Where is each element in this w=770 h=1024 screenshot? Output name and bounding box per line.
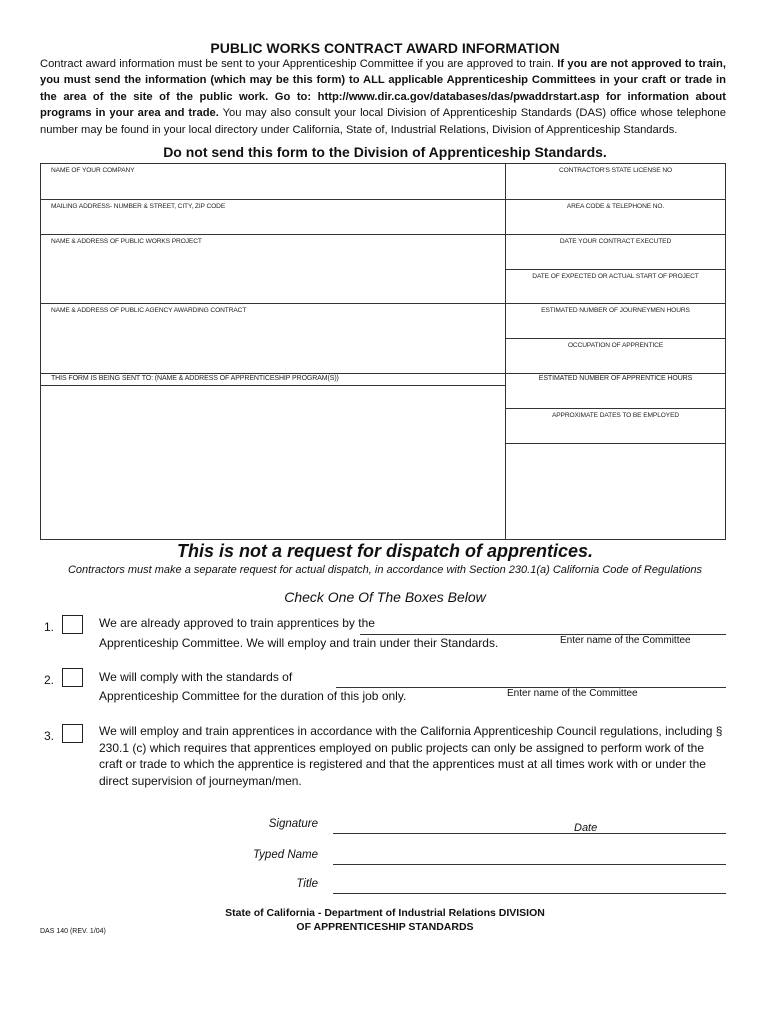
occupation-field[interactable] — [506, 339, 725, 374]
option-1-checkbox[interactable] — [62, 615, 83, 634]
page-title: PUBLIC WORKS CONTRACT AWARD INFORMATION — [210, 40, 560, 56]
sent-to-field[interactable] — [41, 386, 506, 540]
date-start-field[interactable] — [506, 270, 725, 304]
mailing-address-label: MAILING ADDRESS- NUMBER & STREET, CITY, ZIP CODE — [51, 203, 226, 210]
option-2-number: 2. — [44, 673, 55, 687]
footer-agency-line2: OF APPRENTICESHIP STANDARDS — [296, 921, 474, 933]
agency-label: NAME & ADDRESS OF PUBLIC AGENCY AWARDING CONTRACT — [51, 307, 247, 314]
occupation-label: OCCUPATION OF APPRENTICE — [567, 342, 664, 349]
typed-name-label: Typed Name — [253, 849, 318, 861]
date-start-label: DATE OF EXPECTED OR ACTUAL START OF PROJECT — [532, 273, 699, 280]
option-2-line2: Apprenticeship Committee for the duration of this job only. — [99, 689, 407, 703]
company-name-field[interactable] — [41, 164, 506, 200]
company-name-label: NAME OF YOUR COMPANY — [51, 167, 135, 174]
date-executed-field[interactable] — [506, 235, 725, 270]
options-heading: Check One Of The Boxes Below — [284, 589, 486, 605]
license-no-field[interactable] — [506, 164, 725, 200]
footer-agency-line1: State of California - Department of Industrial Relations DIVISION — [225, 907, 545, 919]
option-3-checkbox[interactable] — [62, 724, 83, 743]
dates-employed-label: APPROXIMATE DATES TO BE EMPLOYED — [551, 412, 680, 419]
option-2-line1: We will comply with the standards of — [99, 670, 293, 684]
option-3-text: We will employ and train apprentices in accordance with the California Apprenticeship Council regulations, including § 230.1 (c) which requires that apprentices employed on public projects can only be assigned to perform work of the craft or trade to which the apprentice is registered and that the apprentices must at all times work with or under the direct supervision of journeyman/men. — [99, 724, 723, 788]
form-number: DAS 140 (REV. 1/04) — [40, 928, 106, 935]
signature-label: Signature — [268, 818, 318, 830]
apprentice-hours-field[interactable] — [506, 374, 725, 409]
option-1-line2: Apprenticeship Committee. We will employ and train under their Standards. — [99, 636, 499, 650]
journeymen-hours-label: ESTIMATED NUMBER OF JOURNEYMEN HOURS — [541, 307, 690, 314]
intro-text-1: Contract award information must be sent to your Apprenticeship Committee if you are approved to train. — [40, 58, 558, 70]
option-2-hint: Enter name of the Committee — [507, 688, 638, 699]
footer-agency — [0, 906, 770, 934]
mailing-address-field[interactable] — [41, 200, 506, 235]
title-line[interactable] — [333, 893, 726, 894]
option-1-line1: We are already approved to train apprentices by the — [99, 616, 375, 630]
notice-subtext: Contractors must make a separate request for actual dispatch, in accordance with Section 230.1(a) California Code of Regulations — [67, 564, 703, 576]
intro-paragraph — [40, 56, 726, 138]
intro-text-2: You may also consult your local Division of Apprenticeship Standards (DAS) office whose telephone number may be found in your local directory under California, State of, Industrial Relations, Division of Apprenticeship Standards. — [40, 107, 726, 136]
intro-bold-text: If you are not approved to train, you must send the information (which may be this form) to ALL applicable Apprenticeship Committees in your craft or trade in the area of the site of the public work. Go to: http://www.dir.ca.gov/databases/das/pwaddrstart.asp for information about programs in your area and trade. — [40, 58, 726, 120]
sent-to-label: THIS FORM IS BEING SENT TO: (NAME & ADDRESS OF APPRENTICESHIP PROGRAM(S)) — [51, 375, 339, 382]
title-label: Title — [296, 878, 318, 890]
license-no-label: CONTRACTOR'S STATE LICENSE NO — [558, 167, 673, 174]
sent-to-label-row — [41, 374, 506, 386]
notice-heading: This is not a request for dispatch of apprentices. — [176, 541, 594, 561]
phone-field[interactable] — [506, 200, 725, 235]
date-executed-label: DATE YOUR CONTRACT EXECUTED — [559, 238, 672, 245]
phone-label: AREA CODE & TELEPHONE NO. — [566, 203, 665, 210]
option-1-hint: Enter name of the Committee — [560, 635, 691, 646]
option-3-number: 3. — [44, 729, 55, 743]
warning-text: Do not send this form to the Division of Apprenticeship Standards. — [163, 144, 607, 160]
project-label: NAME & ADDRESS OF PUBLIC WORKS PROJECT — [51, 238, 202, 245]
date-label: Date — [574, 822, 598, 834]
typed-name-line[interactable] — [333, 864, 726, 865]
journeymen-hours-field[interactable] — [506, 304, 725, 339]
option-1-number: 1. — [44, 620, 55, 634]
project-field[interactable] — [41, 235, 506, 304]
dates-employed-field[interactable] — [506, 409, 725, 444]
option-2-checkbox[interactable] — [62, 668, 83, 687]
contract-info-table — [40, 163, 726, 540]
signature-line[interactable] — [333, 833, 726, 834]
agency-field[interactable] — [41, 304, 506, 374]
apprentice-hours-label: ESTIMATED NUMBER OF APPRENTICE HOURS — [538, 375, 693, 382]
